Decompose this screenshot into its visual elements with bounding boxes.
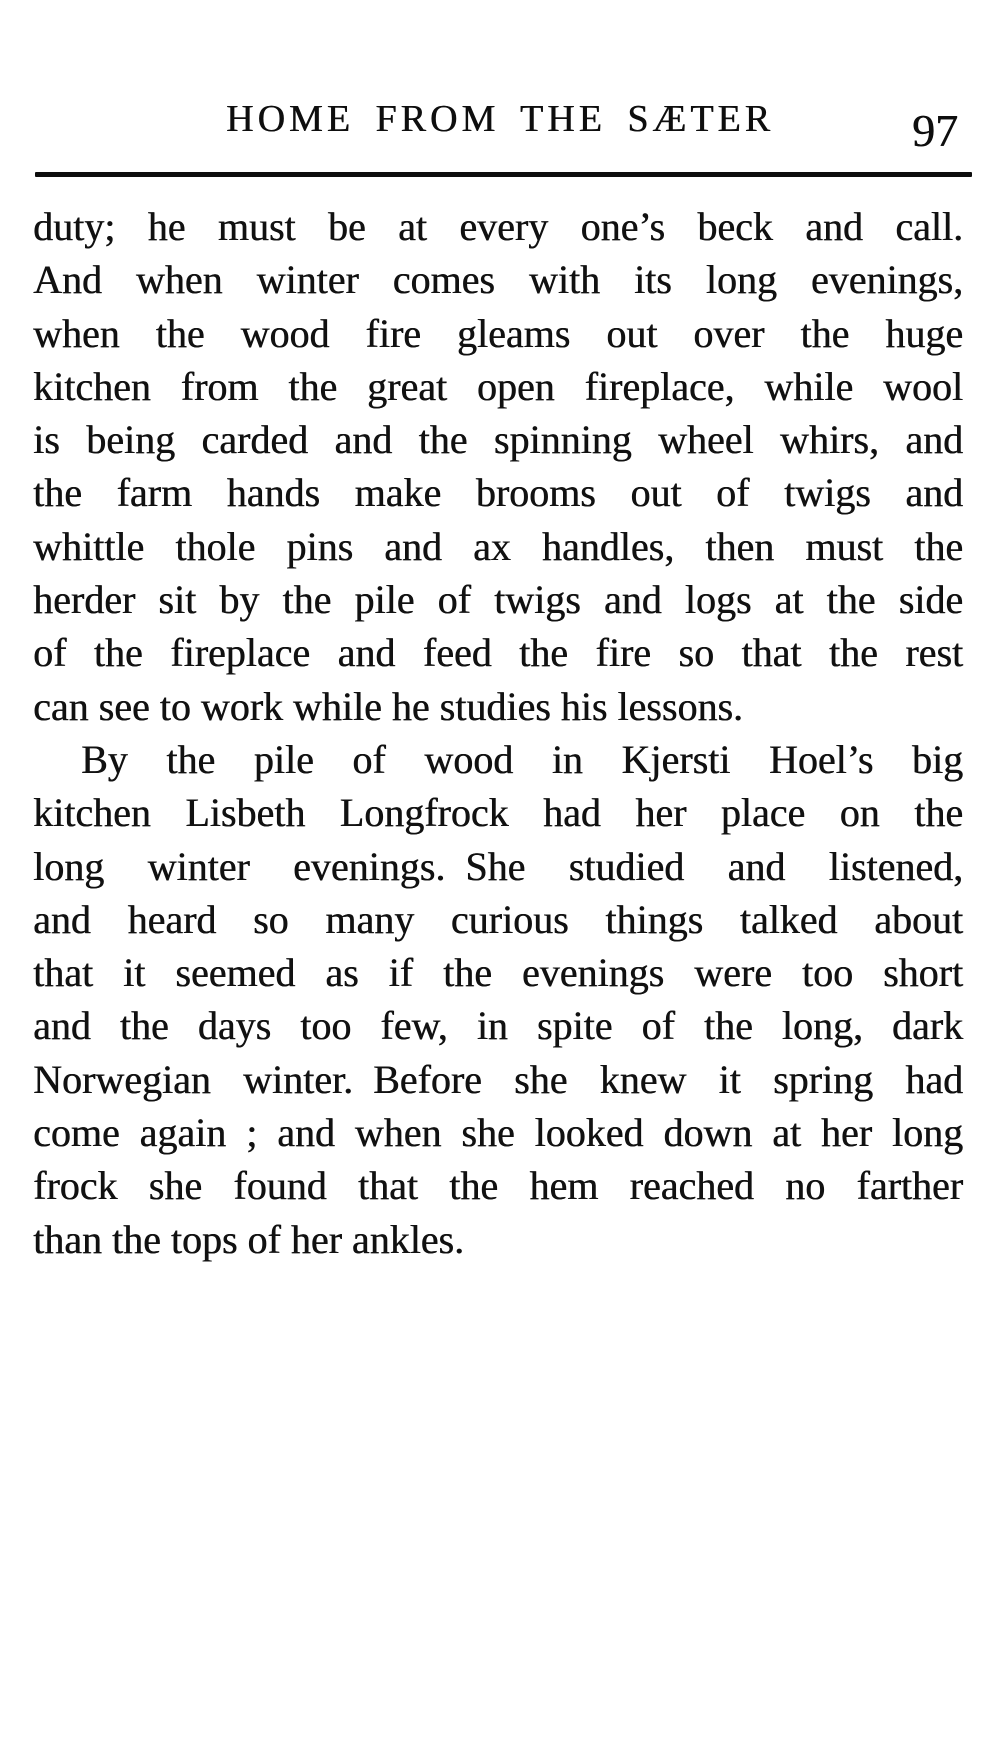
page-title: HOME FROM THE SÆTER (226, 98, 774, 140)
text-line: herder sit by the pile of twigs and logs at the side (33, 577, 963, 623)
text-line: when the wood fire gleams out over the huge (33, 310, 963, 356)
text-line: come again ; and when she looked down at her long (33, 1110, 963, 1156)
text-line: kitchen Lisbeth Longfrock had her place on the (33, 790, 963, 836)
text-line: than the tops of her ankles. (33, 1216, 464, 1262)
header-rule-divider (35, 172, 972, 177)
text-line: long winter evenings. She studied and listened, (33, 843, 963, 889)
text-line: Norwegian winter. Before she knew it spring had (33, 1056, 963, 1102)
page-number: 97 (912, 105, 958, 156)
text-line: the farm hands make brooms out of twigs and (33, 470, 963, 516)
text-line: duty; he must be at every one’s beck and call. (33, 204, 963, 249)
text-line: of the fireplace and feed the fire so that the rest (33, 630, 963, 676)
text-line: that it seemed as if the evenings were too short (33, 950, 963, 996)
text-line: whittle thole pins and ax handles, then must the (33, 523, 963, 569)
running-header (0, 0, 1000, 170)
text-line: and the days too few, in spite of the long, dark (33, 1003, 963, 1049)
text-line: frock she found that the hem reached no farther (33, 1163, 963, 1209)
text-line: kitchen from the great open fireplace, while wool (33, 363, 963, 409)
text-line: By the pile of wood in Kjersti Hoel’s big (81, 736, 963, 782)
text-line: can see to work while he studies his lessons. (33, 683, 743, 729)
text-line: And when winter comes with its long evenings, (33, 257, 963, 303)
body-text (33, 200, 963, 1266)
text-line: is being carded and the spinning wheel whirs, and (33, 417, 963, 463)
text-line: and heard so many curious things talked about (33, 896, 963, 942)
